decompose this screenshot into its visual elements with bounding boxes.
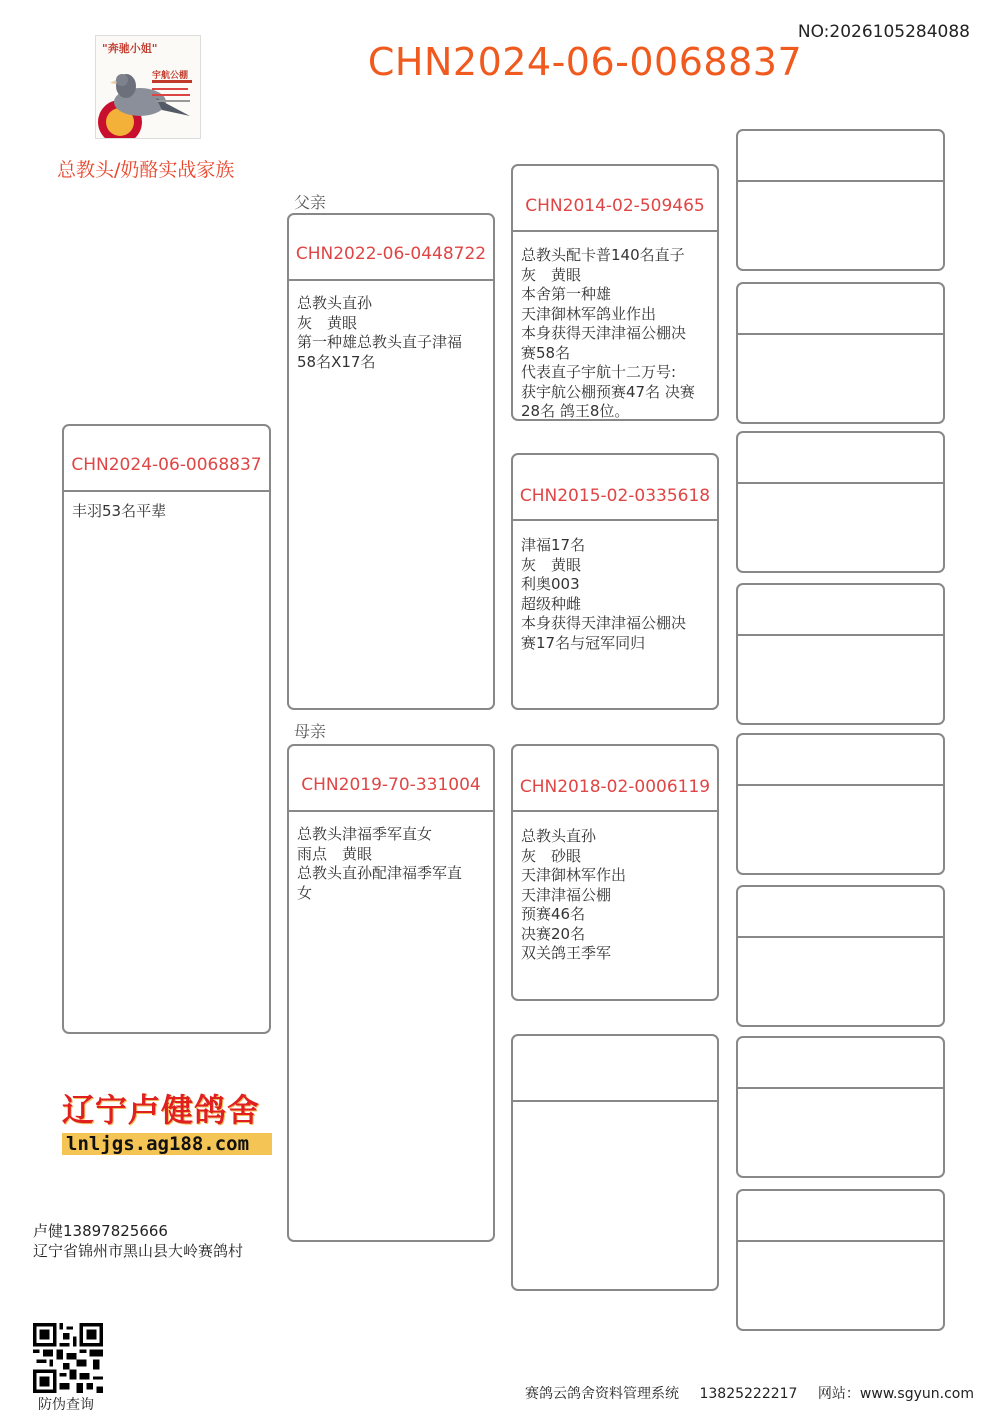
pigeon-icon [96, 36, 200, 138]
paternal-grandmother-notes: 津福17名 灰 黄眼 利奥003 超级种雌 本身获得天津津福公棚决 赛17名与冠军同归 [521, 536, 687, 652]
paternal-grandfather-ring: CHN2014-02-509465 [513, 166, 717, 232]
maternal-grandfather-card [511, 744, 719, 1001]
paternal-grandmother-ring: CHN2015-02-0335618 [513, 455, 717, 521]
subject-ring: CHN2024-06-0068837 [64, 426, 269, 492]
loft-brand [62, 1085, 272, 1155]
father-card [287, 213, 495, 710]
maternal-grandfather-ring: CHN2018-02-0006119 [513, 746, 717, 812]
great-grandparent-card-2 [736, 282, 945, 424]
contact-address: 辽宁省锦州市黑山县大岭赛鸽村 [33, 1242, 244, 1260]
loft-logo [95, 35, 201, 139]
brand-url[interactable]: lnljgs.ag188.com [62, 1133, 272, 1155]
footer-website[interactable]: 网站：www.sgyun.com [817, 1386, 974, 1402]
contact-phone: 卢健13897825666 [33, 1222, 168, 1240]
logo-inner-text: 宇航公棚 [152, 71, 189, 81]
mother-notes: 总教头津福季军直女 雨点 黄眼 总教头直孙配津福季军直 女 [297, 825, 463, 902]
maternal-grandfather-notes: 总教头直孙 灰 砂眼 天津御林军作出 天津津福公棚 预赛46名 决赛20名 双关鸽王季军 [521, 827, 627, 962]
footer-system: 赛鸽云鸽舍资料管理系统 [525, 1386, 680, 1402]
paternal-grandmother-card [511, 453, 719, 710]
subject-notes: 丰羽53名平辈 [72, 502, 167, 520]
great-grandparent-card-6 [736, 885, 945, 1027]
mother-label: 母亲 [294, 722, 327, 741]
father-label: 父亲 [294, 193, 327, 212]
logo-caption: "奔驰小姐" [102, 42, 158, 55]
great-grandparent-card-3 [736, 431, 945, 573]
father-notes: 总教头直孙 灰 黄眼 第一种雄总教头直子津福 58名X17名 [297, 294, 463, 371]
great-grandparent-card-1 [736, 129, 945, 271]
document-number: NO:2026105284088 [797, 22, 970, 42]
brand-name: 辽宁卢健鸽舍 [62, 1091, 261, 1129]
paternal-grandfather-notes: 总教头配卡普140名直子 灰 黄眼 本舍第一种雄 天津御林军鸽业作出 本身获得天津津福公棚决 赛58名 代表直子宇航十二万号: 获宇航公棚预赛47名 决赛 28名 鸽王8位。 [521, 246, 695, 420]
great-grandparent-card-7 [736, 1036, 945, 1178]
maternal-grandmother-ring [513, 1036, 717, 1102]
paternal-grandfather-card [511, 164, 719, 421]
subject-card [62, 424, 271, 1034]
qr-code-icon[interactable] [33, 1323, 103, 1393]
qr-label: 防伪查询 [38, 1397, 94, 1413]
mother-card [287, 744, 495, 1242]
father-ring: CHN2022-06-0448722 [289, 215, 493, 281]
great-grandparent-card-5 [736, 733, 945, 875]
footer-phone: 13825222217 [699, 1386, 798, 1402]
page-title: CHN2024-06-0068837 [367, 40, 803, 84]
great-grandparent-card-8 [736, 1189, 945, 1331]
maternal-grandmother-card [511, 1034, 719, 1291]
footer [511, 1383, 974, 1403]
great-grandparent-card-4 [736, 583, 945, 725]
mother-ring: CHN2019-70-331004 [289, 746, 493, 812]
family-slogan: 总教头/奶酪实战家族 [57, 159, 235, 181]
contact-info [33, 1221, 243, 1261]
